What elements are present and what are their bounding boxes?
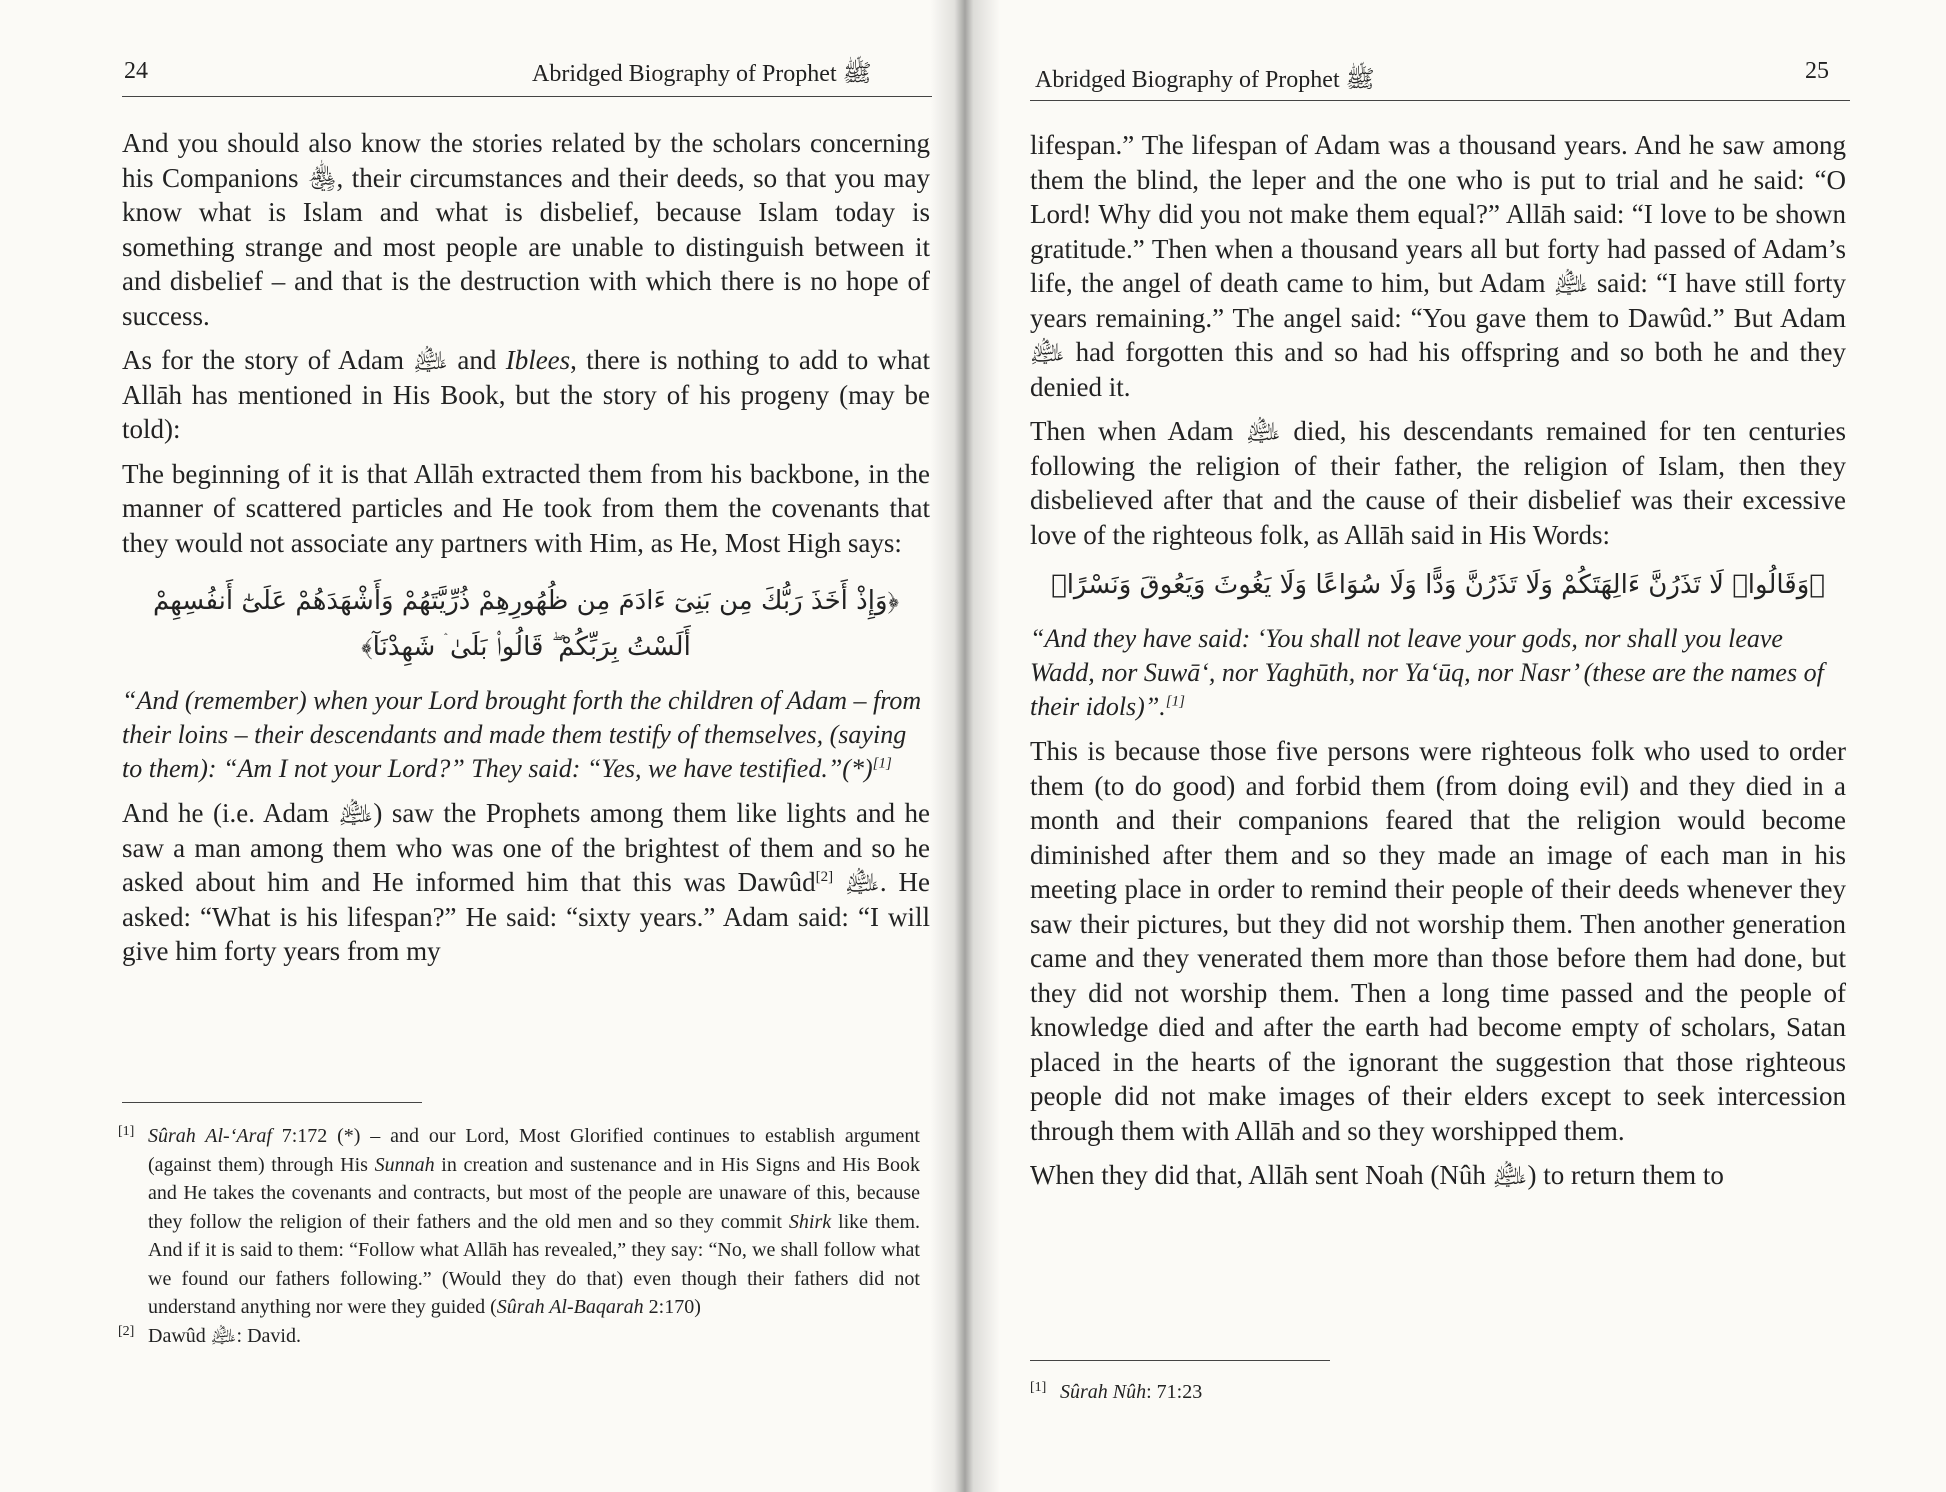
- left-footnotes: [118, 1122, 920, 1350]
- paragraph: [122, 796, 930, 969]
- paragraph: When they did that, Allāh sent Noah (Nûh ﵇) to return them to: [1030, 1160, 1724, 1190]
- footnote-text: in creation and sustenance and in His Signs and His Book and He takes the covenants and contracts, but most of the people are unaware of this, because they follow the religion of their fathers and the old men and so they commit: [148, 1153, 920, 1233]
- right-page: [965, 0, 1946, 1492]
- arabic-verse: ﴿وَقَالُوا۟ لَا تَذَرُنَّ ءَالِهَتَكُمْ وَلَا تَذَرُنَّ وَدًّا وَلَا سُوَاعًا وَلَا يَغُوثَ وَيَعُوقَ وَنَسْرًا﴾: [1051, 570, 1825, 600]
- footnote-text: Dawûd ﵇: David.: [148, 1324, 301, 1347]
- header-rule: [122, 96, 932, 97]
- italic-term: Sunnah: [374, 1153, 435, 1176]
- page-number: 25: [1805, 58, 1829, 84]
- page-number: 24: [124, 58, 148, 84]
- footnote-text: 2:170): [643, 1296, 701, 1318]
- translation-text: “And they have said: ‘You shall not leave your gods, nor shall you leave Wadd, nor Suwā‘, nor Yaghūth, nor Ya‘ūq, nor Nasr’ (these are the names of their idols)”.: [1030, 624, 1824, 721]
- footnote-rule: [1030, 1360, 1330, 1361]
- paragraph: Then when Adam ﵇ died, his descendants remained for ten centuries following the religion of their father, the religion of Islam, then they disbelieved after that and the cause of their disbelief was their excessive love of the righteous folk, as Allāh said in His Words:: [1030, 416, 1846, 550]
- footnote-ref: [1]: [1165, 693, 1185, 710]
- paragraph: This is because those five persons were righteous folk who used to order them (to do good) and forbid them (from doing evil) and they died in a month and their companions feared that the religion would become diminished after them and so they made an image of each man in his meeting place in order to remind their people of their deeds whenever they saw their pictures, but they did not worship them. Then another generation came and they venerated them more than those before them had done, but they did not worship them. Then a long time passed and the people of knowledge died and after the earth had become empty of scholars, Satan placed in the hearts of the ignorant the suggestion that those righteous people did not make images of their elders except to seek intercession through them with Allāh and so they worshipped them.: [1030, 736, 1846, 1146]
- footnote: [1030, 1378, 1830, 1407]
- left-body: [122, 126, 930, 979]
- footnote-source: Sûrah Al-‘Araf: [148, 1125, 272, 1147]
- footnote-text: like them. And if it is said to them: “Follow what Allāh has revealed,” they say: “No, we shall follow what we found our fathers following.” (Would they do that) even though their fathers did not understand anything nor were they guided (: [148, 1210, 921, 1318]
- footnote-text: : 71:23: [1146, 1381, 1203, 1403]
- paragraph: [122, 343, 930, 447]
- arabic-verse: ﴿وَإِذْ أَخَذَ رَبُّكَ مِن بَنِىٓ ءَادَمَ مِن ظُهُورِهِمْ ذُرِّيَّتَهُمْ وَأَشْهَدَهُمْ عَلَىٰٓ أَنفُسِهِمْ أَلَسْتُ بِرَبِّكُمْ ۖ قَالُوا۟ بَلَىٰ ۛ شَهِدْنَآ﴾: [152, 586, 900, 662]
- footnote-ref: [1]: [872, 755, 892, 772]
- footnote-mark: [2]: [118, 1323, 135, 1339]
- right-footnotes: [1030, 1378, 1830, 1407]
- paragraph-text: , there is nothing to add to what Allāh has mentioned in His Book, but the story of his progeny (may be told):: [122, 345, 931, 444]
- footnote-ref: [2]: [815, 869, 834, 885]
- paragraph: lifespan.” The lifespan of Adam was a thousand years. And he saw among them the blind, the leper and the one who is put to trial and he said: “O Lord! Why did you not make them equal?” Allāh said: “I love to be shown gratitude.” Then when a thousand years all but forty had passed of Adam’s life, the angel of death came to him, but Adam ﵇ said: “I have still forty years remaining.” The angel said: “You gave them to Dawûd.” But Adam ﵇ had forgotten this and so had his offspring and so both he and they denied it.: [1030, 130, 1846, 402]
- italic-term: Sûrah Al-Baqarah: [496, 1296, 644, 1318]
- paragraph: The beginning of it is that Allāh extracted them from his backbone, in the manner of scattered particles and He took from them the covenants that they would not associate any partners with Him, as He, Most High says:: [122, 458, 930, 558]
- translation-text: “And (remember) when your Lord brought forth the children of Adam – from their loins – their descendants and made them testify of themselves, (saying to them): “Am I not your Lord?” They said: “Yes, we have testified.”(*): [122, 686, 922, 783]
- verse-translation: [1030, 622, 1846, 724]
- paragraph-text: As for the story of Adam ﵇ and: [122, 345, 506, 375]
- paragraph-text: ﵇. He asked: “What is his lifespan?” He said: “sixty years.” Adam said: “I will give him forty years from my: [122, 867, 930, 966]
- footnote: [118, 1322, 920, 1351]
- right-body: [1030, 128, 1846, 1203]
- footnote-source: Sûrah Nûh: [1060, 1381, 1147, 1403]
- left-page: [0, 0, 965, 1492]
- paragraph: And you should also know the stories related by the scholars concerning his Companions ﵃, their circumstances and their deeds, so that you may know what is Islam and what is disbelief, because Islam today is something strange and most people are unable to distinguish between it and disbelief – and that is the destruction with which there is no hope of success.: [122, 128, 930, 331]
- footnote-rule: [122, 1102, 422, 1103]
- header-rule: [1030, 100, 1850, 101]
- verse-translation: [122, 684, 930, 786]
- footnote-mark: [1]: [1030, 1380, 1047, 1395]
- running-title: Abridged Biography of Prophet ﷺ: [1035, 67, 1375, 93]
- footnote-mark: [1]: [118, 1124, 135, 1139]
- running-title: Abridged Biography of Prophet ﷺ: [532, 61, 872, 87]
- footnote-text: 7:172 (*) – and our Lord, Most Glorified continues to establish argument (against them) through His: [148, 1125, 920, 1176]
- footnote: [118, 1122, 920, 1322]
- italic-term: Iblees: [505, 345, 571, 375]
- paragraph-text: And he (i.e. Adam ﵇) saw the Prophets among them like lights and he saw a man among them who was one of the brightest of them and so he asked about him and He informed him that this was Dawûd: [122, 798, 930, 897]
- italic-term: Shirk: [788, 1210, 832, 1233]
